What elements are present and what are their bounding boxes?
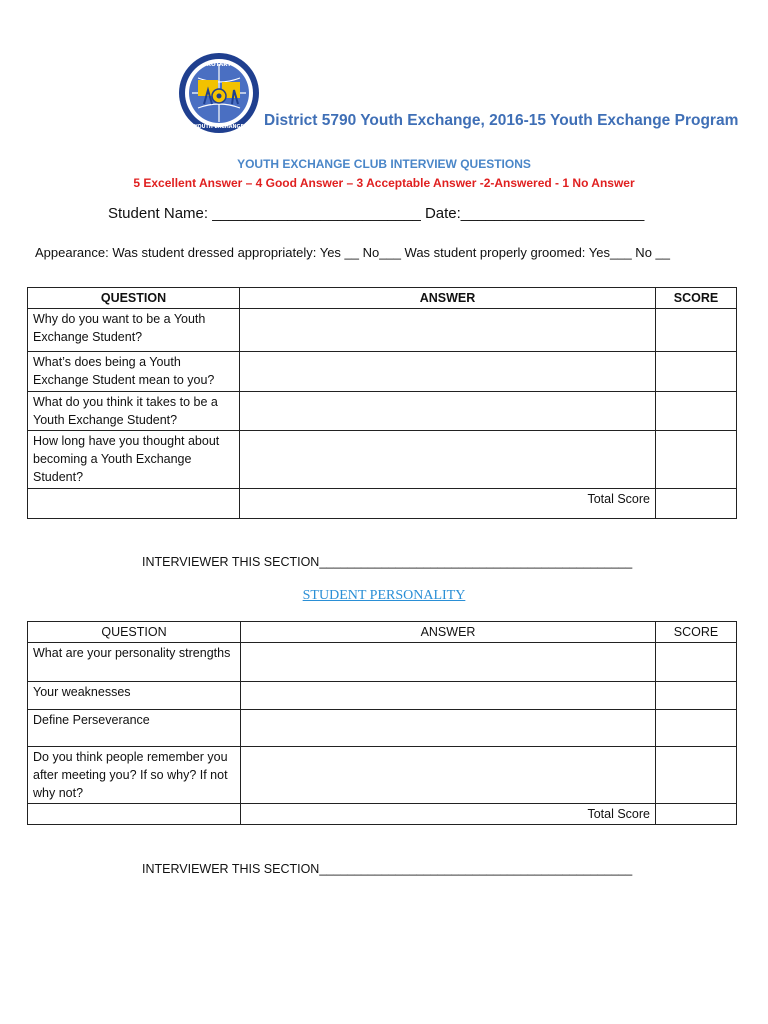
score-cell[interactable] xyxy=(656,643,737,682)
answer-cell[interactable] xyxy=(240,352,656,392)
question-header: QUESTION xyxy=(28,622,241,643)
table-row xyxy=(28,309,737,352)
rotary-youth-exchange-logo xyxy=(178,52,260,134)
interview-questions-table xyxy=(27,287,737,519)
answer-header: ANSWER xyxy=(241,622,656,643)
score-cell[interactable] xyxy=(656,431,737,489)
table-row xyxy=(28,682,737,710)
table-row xyxy=(28,431,737,489)
total-score-cell[interactable] xyxy=(656,804,737,825)
table-row xyxy=(28,710,737,747)
answer-cell[interactable] xyxy=(241,643,656,682)
answer-cell[interactable] xyxy=(241,710,656,747)
appearance-line: Appearance: Was student dressed appropriately: Yes __ No___ Was student properly groomed: Yes___ No __ xyxy=(35,245,670,260)
scoring-scale: 5 Excellent Answer – 4 Good Answer – 3 Acceptable Answer -2-Answered - 1 No Answer xyxy=(133,176,635,190)
score-cell[interactable] xyxy=(656,352,737,392)
total-row xyxy=(28,804,737,825)
answer-header: ANSWER xyxy=(240,288,656,309)
question-cell: Define Perseverance xyxy=(28,710,241,747)
score-cell[interactable] xyxy=(656,747,737,804)
table-header-row xyxy=(28,288,737,309)
question-cell: How long have you thought about becoming a Youth Exchange Student? xyxy=(28,431,240,489)
svg-text:YOUTH EXCHANGE: YOUTH EXCHANGE xyxy=(194,125,244,130)
personality-questions-table xyxy=(27,621,737,825)
answer-cell[interactable] xyxy=(241,747,656,804)
table-header-row xyxy=(28,622,737,643)
total-score-label: Total Score xyxy=(240,489,656,519)
score-header: SCORE xyxy=(656,288,737,309)
score-cell[interactable] xyxy=(656,710,737,747)
document-title: District 5790 Youth Exchange, 2016-15 Youth Exchange Program xyxy=(264,112,739,129)
answer-cell[interactable] xyxy=(240,392,656,431)
question-cell: What’s does being a Youth Exchange Student mean to you? xyxy=(28,352,240,392)
question-cell: Do you think people remember you after meeting you? If so why? If not why not? xyxy=(28,747,241,804)
table-row xyxy=(28,747,737,804)
question-cell: What do you think it takes to be a Youth Exchange Student? xyxy=(28,392,240,431)
table-row xyxy=(28,643,737,682)
score-cell[interactable] xyxy=(656,309,737,352)
answer-cell[interactable] xyxy=(241,682,656,710)
interviewer-signature-line: INTERVIEWER THIS SECTION_____________________________________________ xyxy=(142,862,633,876)
total-score-label: Total Score xyxy=(241,804,656,825)
section-title: STUDENT PERSONALITY xyxy=(302,588,466,603)
interviewer-signature-line: INTERVIEWER THIS SECTION_____________________________________________ xyxy=(142,555,633,569)
question-cell: Why do you want to be a Youth Exchange Student? xyxy=(28,309,240,352)
question-header: QUESTION xyxy=(28,288,240,309)
answer-cell[interactable] xyxy=(240,431,656,489)
empty-cell xyxy=(28,489,240,519)
student-name-date-line: Student Name: _________________________ Date:______________________ xyxy=(108,205,645,222)
interview-subtitle: YOUTH EXCHANGE CLUB INTERVIEW QUESTIONS xyxy=(237,157,531,171)
table-row xyxy=(28,352,737,392)
score-cell[interactable] xyxy=(656,682,737,710)
score-header: SCORE xyxy=(656,622,737,643)
total-score-cell[interactable] xyxy=(656,489,737,519)
total-row xyxy=(28,489,737,519)
empty-cell xyxy=(28,804,241,825)
question-cell: What are your personality strengths xyxy=(28,643,241,682)
score-cell[interactable] xyxy=(656,392,737,431)
table-row xyxy=(28,392,737,431)
answer-cell[interactable] xyxy=(240,309,656,352)
question-cell: Your weaknesses xyxy=(28,682,241,710)
svg-text:ROTARY: ROTARY xyxy=(206,62,232,68)
